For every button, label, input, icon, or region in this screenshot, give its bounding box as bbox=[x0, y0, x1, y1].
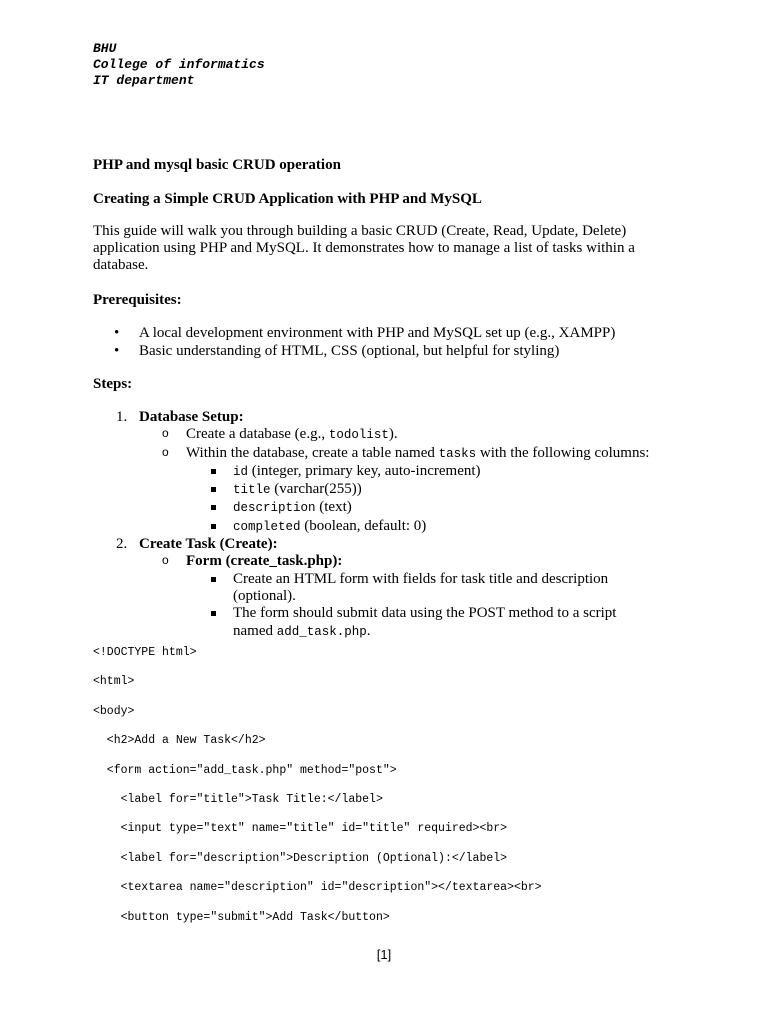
item-text: ). bbox=[388, 426, 398, 443]
code-line: <input type="text" name="title" id="title" required><br> bbox=[93, 822, 508, 835]
steps-list bbox=[93, 409, 693, 641]
item-text: with the following columns: bbox=[476, 444, 650, 461]
inline-code: add_task.php bbox=[276, 624, 367, 639]
list-item bbox=[186, 499, 693, 517]
inline-code: title bbox=[233, 483, 271, 498]
page-number: [1] bbox=[376, 947, 392, 962]
inline-code: description bbox=[233, 501, 316, 516]
intro-paragraph: This guide will walk you through building a basic CRUD (Create, Read, Update, Delete) application using PHP and MySQL. It demonstrates how to manage a list of tasks within a database. bbox=[93, 223, 635, 273]
list-item bbox=[186, 481, 693, 499]
list-item bbox=[186, 571, 653, 606]
item-text: Create a database (e.g., bbox=[186, 426, 329, 443]
square-bullet-icon bbox=[211, 469, 216, 474]
square-bullet-icon bbox=[211, 524, 216, 529]
square-bullet-icon bbox=[211, 505, 216, 510]
circle-bullet-icon: o bbox=[162, 553, 169, 568]
step-database-setup bbox=[93, 409, 693, 536]
list-item bbox=[139, 426, 693, 444]
inline-code: todolist bbox=[328, 428, 389, 443]
header-university: BHU bbox=[93, 41, 117, 56]
bullet-icon: • bbox=[114, 325, 120, 341]
inline-code: completed bbox=[233, 519, 301, 534]
code-line: <h2>Add a New Task</h2> bbox=[93, 734, 266, 747]
list-item bbox=[186, 463, 693, 481]
step-create-task bbox=[93, 536, 693, 641]
step-title: Database Setup: bbox=[139, 409, 244, 425]
item-text: Within the database, create a table named bbox=[186, 444, 439, 461]
inline-code: id bbox=[233, 464, 249, 479]
code-line: <html> bbox=[93, 675, 135, 688]
document-subtitle: Creating a Simple CRUD Application with PHP and MySQL bbox=[93, 191, 482, 207]
header-college: College of informatics bbox=[93, 57, 265, 72]
code-line: <body> bbox=[93, 705, 135, 718]
inline-code: tasks bbox=[438, 446, 477, 461]
steps-heading: Steps: bbox=[93, 376, 133, 392]
code-line: <label for="title">Task Title:</label> bbox=[93, 793, 383, 806]
item-text: (integer, primary key, auto-increment) bbox=[248, 462, 481, 479]
prerequisites-heading: Prerequisites: bbox=[93, 292, 182, 308]
step-title: Create Task (Create): bbox=[139, 536, 278, 553]
prerequisite-text: A local development environment with PHP and MySQL set up (e.g., XAMPP) bbox=[139, 325, 616, 341]
square-bullet-icon bbox=[211, 487, 216, 492]
code-line: <!DOCTYPE html> bbox=[93, 646, 197, 659]
header-department: IT department bbox=[93, 73, 195, 88]
item-text: (boolean, default: 0) bbox=[300, 517, 427, 534]
code-line: <textarea name="description" id="description"></textarea><br> bbox=[93, 881, 542, 894]
step-number: 1. bbox=[116, 409, 128, 425]
prerequisites-list bbox=[93, 324, 615, 360]
document-title: PHP and mysql basic CRUD operation bbox=[93, 157, 341, 173]
list-item bbox=[139, 445, 693, 536]
list-item bbox=[186, 518, 693, 536]
code-line: <button type="submit">Add Task</button> bbox=[93, 911, 390, 924]
item-text: The form should submit data using the POST method to a script named bbox=[233, 605, 617, 639]
square-bullet-icon bbox=[211, 611, 216, 616]
item-text: . bbox=[366, 622, 371, 639]
item-text: (varchar(255)) bbox=[270, 481, 362, 498]
list-item bbox=[93, 324, 615, 342]
circle-bullet-icon: o bbox=[162, 444, 169, 459]
list-item bbox=[93, 342, 615, 360]
item-text: Create an HTML form with fields for task title and description (optional). bbox=[233, 570, 609, 604]
prerequisite-text: Basic understanding of HTML, CSS (optional, but helpful for styling) bbox=[139, 343, 560, 359]
item-text: Form (create_task.php): bbox=[186, 553, 343, 570]
list-item bbox=[186, 605, 653, 641]
circle-bullet-icon: o bbox=[162, 426, 169, 441]
document-header bbox=[93, 41, 265, 89]
code-line: <form action="add_task.php" method="post"> bbox=[93, 764, 397, 777]
step-number: 2. bbox=[116, 536, 128, 553]
square-bullet-icon bbox=[211, 577, 216, 582]
bullet-icon: • bbox=[114, 343, 120, 359]
code-line: <label for="description">Description (Optional):</label> bbox=[93, 852, 508, 865]
list-item bbox=[139, 553, 693, 640]
item-text: (text) bbox=[315, 499, 352, 516]
